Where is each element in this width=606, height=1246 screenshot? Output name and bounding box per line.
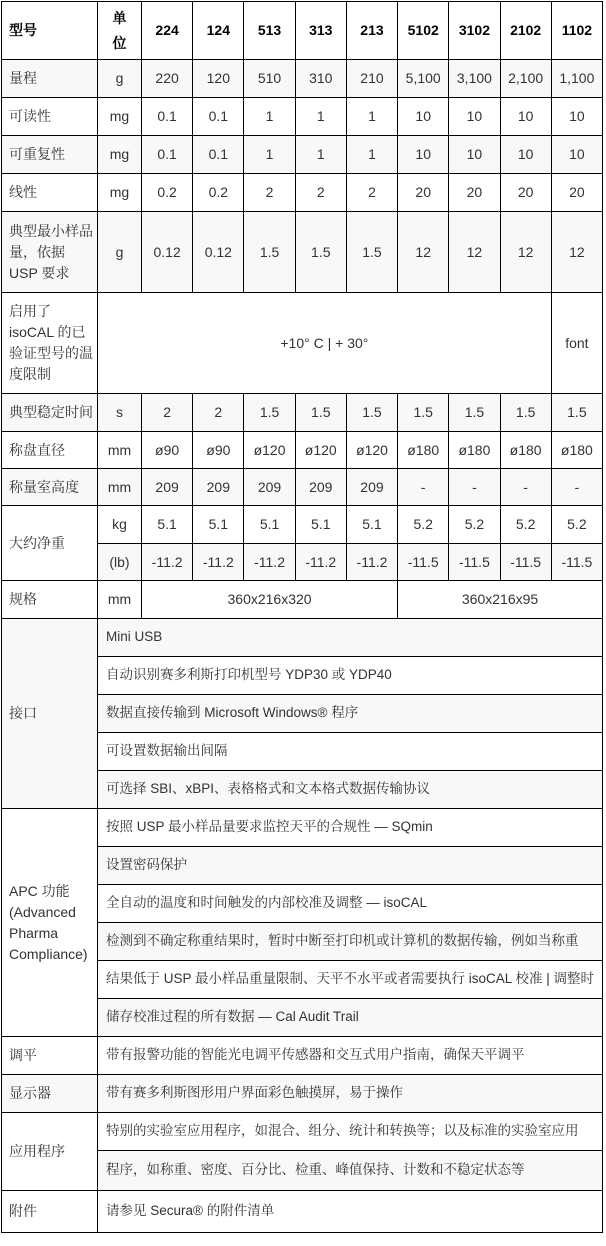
text-cell: 储存校准过程的所有数据 — Cal Audit Trail bbox=[98, 999, 603, 1037]
value-cell: ø180 bbox=[551, 432, 602, 469]
value-cell: 1 bbox=[244, 98, 295, 136]
model-header-cell: 313 bbox=[295, 2, 346, 60]
value-cell: -11.2 bbox=[193, 544, 244, 581]
chamber-height-row bbox=[2, 469, 603, 506]
text-cell: 检测到不确定称重结果时，暂时中断至打印机或计算机的数据传输，例如当称重 bbox=[98, 923, 603, 961]
unit-cell: kg bbox=[98, 506, 142, 544]
value-cell: 5.2 bbox=[551, 506, 602, 544]
value-cell: ø180 bbox=[398, 432, 449, 469]
value-cell: ø120 bbox=[295, 432, 346, 469]
value-cell: -11.2 bbox=[244, 544, 295, 581]
value-cell: -11.2 bbox=[142, 544, 193, 581]
row-label: 附件 bbox=[2, 1191, 98, 1233]
leveling-row bbox=[2, 1037, 603, 1075]
value-cell: 10 bbox=[500, 98, 551, 136]
text-cell: 程序，如称重、密度、百分比、检重、峰值保持、计数和不稳定状态等 bbox=[98, 1151, 603, 1191]
value-cell: 1 bbox=[244, 136, 295, 174]
font-cell: font bbox=[551, 293, 602, 394]
value-cell: 1.5 bbox=[500, 394, 551, 432]
value-cell: - bbox=[398, 469, 449, 506]
unit-col-header bbox=[98, 2, 142, 60]
unit-cell: mm bbox=[98, 581, 142, 619]
value-cell: 2,100 bbox=[500, 60, 551, 98]
value-cell: 1,100 bbox=[551, 60, 602, 98]
value-cell: -11.5 bbox=[551, 544, 602, 581]
value-cell: ø180 bbox=[500, 432, 551, 469]
value-cell: 1.5 bbox=[346, 394, 397, 432]
value-cell: 310 bbox=[295, 60, 346, 98]
value-cell: 5.1 bbox=[142, 506, 193, 544]
value-cell: 12 bbox=[500, 212, 551, 293]
value-cell: 1.5 bbox=[551, 394, 602, 432]
value-cell: 0.1 bbox=[142, 136, 193, 174]
value-cell: 2 bbox=[244, 174, 295, 212]
apc-row bbox=[2, 809, 603, 847]
value-cell: -11.5 bbox=[500, 544, 551, 581]
value-cell: 5.1 bbox=[295, 506, 346, 544]
value-cell: 0.1 bbox=[142, 98, 193, 136]
value-cell: 209 bbox=[142, 469, 193, 506]
value-cell: 210 bbox=[346, 60, 397, 98]
value-cell: 10 bbox=[551, 98, 602, 136]
text-cell: Mini USB bbox=[98, 619, 603, 657]
text-cell: 可选择 SBI、xBPI、表格格式和文本格式数据传输协议 bbox=[98, 771, 603, 809]
value-cell: 2 bbox=[346, 174, 397, 212]
value-cell: - bbox=[551, 469, 602, 506]
model-header-cell: 124 bbox=[193, 2, 244, 60]
value-cell: 209 bbox=[193, 469, 244, 506]
accessories-row bbox=[2, 1191, 603, 1233]
value-cell: -11.2 bbox=[295, 544, 346, 581]
row-label: 称盘直径 bbox=[2, 432, 98, 469]
value-cell: 10 bbox=[449, 98, 500, 136]
value-cell: 20 bbox=[500, 174, 551, 212]
pan-diameter-row bbox=[2, 432, 603, 469]
unit-cell: g bbox=[98, 60, 142, 98]
unit-col-header-label: 单位 bbox=[112, 10, 127, 51]
row-label: 可重复性 bbox=[2, 136, 98, 174]
value-cell: 5.2 bbox=[398, 506, 449, 544]
model-header-cell: 224 bbox=[142, 2, 193, 60]
value-cell: 209 bbox=[244, 469, 295, 506]
value-cell: 10 bbox=[449, 136, 500, 174]
capacity-row bbox=[2, 60, 603, 98]
value-cell: 209 bbox=[295, 469, 346, 506]
net-weight-kg-row bbox=[2, 506, 603, 544]
value-cell: 0.2 bbox=[193, 174, 244, 212]
value-cell: 20 bbox=[398, 174, 449, 212]
row-label: 典型稳定时间 bbox=[2, 394, 98, 432]
stabilization-row bbox=[2, 394, 603, 432]
value-cell: 2 bbox=[193, 394, 244, 432]
unit-cell: mm bbox=[98, 469, 142, 506]
text-cell: 带有赛多利斯图形用户界面彩色触摸屏，易于操作 bbox=[98, 1075, 603, 1113]
value-cell: 209 bbox=[346, 469, 397, 506]
text-cell: 可设置数据输出间隔 bbox=[98, 733, 603, 771]
model-header-cell: 513 bbox=[244, 2, 295, 60]
value-cell: 10 bbox=[551, 136, 602, 174]
value-cell: 3,100 bbox=[449, 60, 500, 98]
row-label: 可读性 bbox=[2, 98, 98, 136]
unit-cell: g bbox=[98, 212, 142, 293]
value-cell: -11.5 bbox=[398, 544, 449, 581]
value-cell: ø120 bbox=[346, 432, 397, 469]
unit-cell: (lb) bbox=[98, 544, 142, 581]
value-cell: 1.5 bbox=[244, 394, 295, 432]
text-cell: 自动识别赛多利斯打印机型号 YDP30 或 YDP40 bbox=[98, 657, 603, 695]
value-cell: 5.2 bbox=[500, 506, 551, 544]
text-cell: 按照 USP 最小样品量要求监控天平的合规性 — SQmin bbox=[98, 809, 603, 847]
dims-right-cell: 360x216x95 bbox=[398, 581, 603, 619]
text-cell: 数据直接传输到 Microsoft Windows® 程序 bbox=[98, 695, 603, 733]
dims-left-cell: 360x216x320 bbox=[142, 581, 398, 619]
readability-row bbox=[2, 98, 603, 136]
text-cell: 设置密码保护 bbox=[98, 847, 603, 885]
row-label: 规格 bbox=[2, 581, 98, 619]
text-cell: 带有报警功能的智能光电调平传感器和交互式用户指南，确保天平调平 bbox=[98, 1037, 603, 1075]
value-cell: 5.1 bbox=[193, 506, 244, 544]
value-cell: 0.12 bbox=[193, 212, 244, 293]
temperature-limit-row bbox=[2, 293, 603, 394]
value-cell: 10 bbox=[398, 136, 449, 174]
value-cell: 5.1 bbox=[244, 506, 295, 544]
text-cell: 请参见 Secura® 的附件清单 bbox=[98, 1191, 603, 1233]
value-cell: 20 bbox=[449, 174, 500, 212]
section-label: APC 功能 (Advanced Pharma Compliance) bbox=[2, 809, 98, 1037]
value-cell: ø120 bbox=[244, 432, 295, 469]
value-cell: 220 bbox=[142, 60, 193, 98]
row-label: 调平 bbox=[2, 1037, 98, 1075]
value-cell: -11.2 bbox=[346, 544, 397, 581]
value-cell: ø180 bbox=[449, 432, 500, 469]
section-label: 接口 bbox=[2, 619, 98, 809]
row-label: 大约净重 bbox=[2, 506, 98, 581]
header-row bbox=[2, 2, 603, 60]
value-cell: 1.5 bbox=[295, 212, 346, 293]
value-cell: 5,100 bbox=[398, 60, 449, 98]
value-cell: ø90 bbox=[142, 432, 193, 469]
unit-cell: mg bbox=[98, 136, 142, 174]
text-cell: 特别的实验室应用程序，如混合、组分、统计和转换等；以及标准的实验室应用 bbox=[98, 1113, 603, 1151]
value-cell: 120 bbox=[193, 60, 244, 98]
value-cell: 0.1 bbox=[193, 98, 244, 136]
value-cell: 12 bbox=[398, 212, 449, 293]
interface-row bbox=[2, 619, 603, 657]
value-cell: 12 bbox=[449, 212, 500, 293]
value-cell: 1 bbox=[295, 136, 346, 174]
model-header-cell: 1102 bbox=[551, 2, 602, 60]
spec-table bbox=[1, 1, 603, 1233]
value-cell: 10 bbox=[398, 98, 449, 136]
value-cell: 5.2 bbox=[449, 506, 500, 544]
row-label: 典型最小样品量，依据 USP 要求 bbox=[2, 212, 98, 293]
value-cell: 0.1 bbox=[193, 136, 244, 174]
unit-cell: mg bbox=[98, 174, 142, 212]
unit-cell: mm bbox=[98, 432, 142, 469]
text-cell: 全自动的温度和时间触发的内部校准及调整 — isoCAL bbox=[98, 885, 603, 923]
row-label: 线性 bbox=[2, 174, 98, 212]
value-cell: 1.5 bbox=[449, 394, 500, 432]
value-cell: - bbox=[449, 469, 500, 506]
model-header-cell: 213 bbox=[346, 2, 397, 60]
value-cell: 1 bbox=[295, 98, 346, 136]
min-sample-row bbox=[2, 212, 603, 293]
value-cell: - bbox=[500, 469, 551, 506]
unit-cell: s bbox=[98, 394, 142, 432]
model-header-cell: 2102 bbox=[500, 2, 551, 60]
model-header-cell: 5102 bbox=[398, 2, 449, 60]
value-cell: 2 bbox=[142, 394, 193, 432]
section-label: 应用程序 bbox=[2, 1113, 98, 1191]
value-cell: 1.5 bbox=[295, 394, 346, 432]
applications-row bbox=[2, 1113, 603, 1151]
value-cell: ø90 bbox=[193, 432, 244, 469]
temperature-range-cell: +10° C | + 30° bbox=[98, 293, 552, 394]
row-label: 称量室高度 bbox=[2, 469, 98, 506]
value-cell: 0.12 bbox=[142, 212, 193, 293]
value-cell: 2 bbox=[295, 174, 346, 212]
row-label: 显示器 bbox=[2, 1075, 98, 1113]
repeatability-row bbox=[2, 136, 603, 174]
value-cell: 1 bbox=[346, 136, 397, 174]
unit-cell: mg bbox=[98, 98, 142, 136]
model-header-cell: 3102 bbox=[449, 2, 500, 60]
value-cell: 510 bbox=[244, 60, 295, 98]
value-cell: 5.1 bbox=[346, 506, 397, 544]
value-cell: 1.5 bbox=[398, 394, 449, 432]
value-cell: 20 bbox=[551, 174, 602, 212]
value-cell: -11.5 bbox=[449, 544, 500, 581]
model-col-header: 型号 bbox=[2, 2, 98, 60]
value-cell: 1.5 bbox=[346, 212, 397, 293]
value-cell: 12 bbox=[551, 212, 602, 293]
linearity-row bbox=[2, 174, 603, 212]
dimensions-row bbox=[2, 581, 603, 619]
value-cell: 1 bbox=[346, 98, 397, 136]
display-row bbox=[2, 1075, 603, 1113]
row-label: 启用了 isoCAL 的已验证型号的温度限制 bbox=[2, 293, 98, 394]
row-label: 量程 bbox=[2, 60, 98, 98]
value-cell: 1.5 bbox=[244, 212, 295, 293]
value-cell: 10 bbox=[500, 136, 551, 174]
text-cell: 结果低于 USP 最小样品重量限制、天平不水平或者需要执行 isoCAL 校准 | 调整时 bbox=[98, 961, 603, 999]
value-cell: 0.2 bbox=[142, 174, 193, 212]
